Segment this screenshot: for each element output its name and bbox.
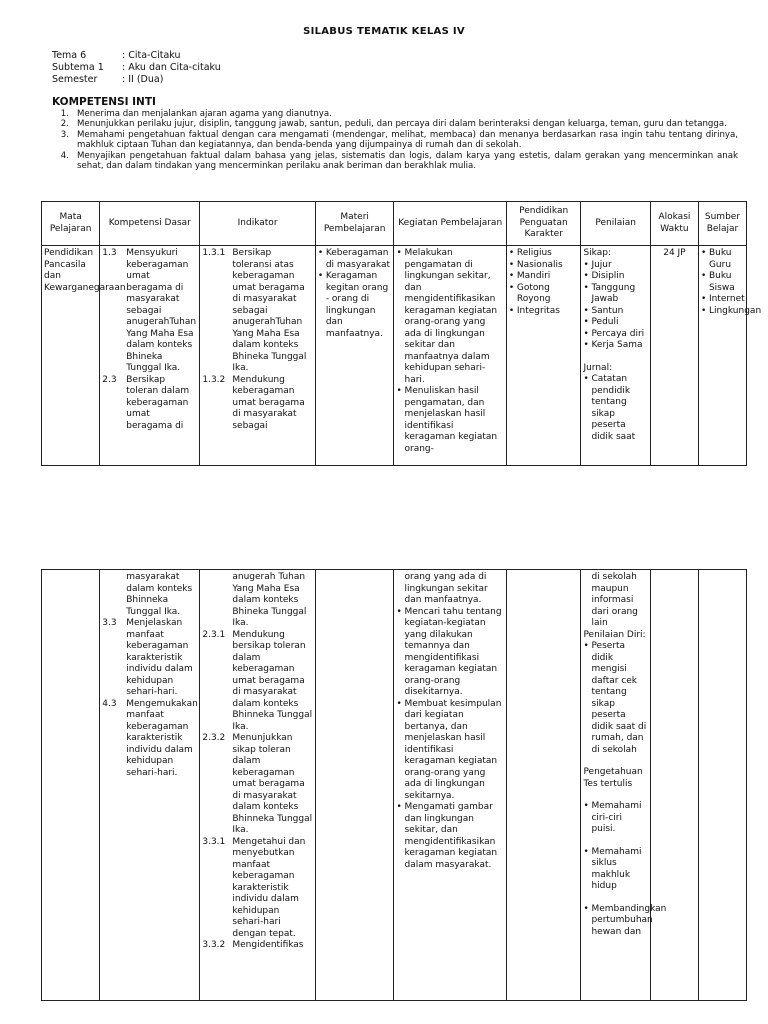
- bullet-icon: •: [396, 248, 402, 258]
- table-row: [42, 570, 747, 1001]
- indikator-entry-number: 3.3.1: [202, 836, 226, 847]
- sumber-item: [701, 271, 744, 294]
- bullet-icon: •: [583, 271, 589, 281]
- meta-label: Subtema 1: [52, 62, 104, 73]
- kd-entry-text: Mengemukakan manfaat keberagaman karakteristik individu dalam kehidupan sehari-hari.: [126, 698, 198, 778]
- materi-item: [318, 271, 392, 340]
- kegiatan-item-text: Melakukan pengamatan di lingkungan sekitar, dan mengidentifikasikan keragaman kegiatan orang-orang yang ada di lingkungan sekitar dan manfaatnya dalam kehidupan sehari-hari.: [404, 248, 498, 385]
- meta-row: [52, 74, 221, 86]
- penilaian-sikap-item: [583, 283, 647, 306]
- spacer: [583, 893, 647, 904]
- penilaian-tes-item-text: Membandingkan pertumbuhan hewan dan: [591, 903, 667, 937]
- kd-entry: [102, 375, 197, 433]
- penilaian-sikap-item: [583, 329, 647, 341]
- table-row: [42, 246, 747, 466]
- penilaian-tes-item: [583, 903, 667, 939]
- ppk-item-text: Integritas: [516, 305, 560, 316]
- kegiatan-item-text: Membuat kesimpulan dari kegiatan bertanya, dan menjelaskan hasil identifikasi keragaman kegiatan orang-orang yang ada di lingkungan sekitarnya.: [404, 698, 502, 801]
- indikator-entry-text: Mengidentifikas: [232, 940, 304, 950]
- bullet-icon: •: [396, 698, 402, 709]
- meta-row: [52, 50, 221, 62]
- kegiatan-item-text: Menuliskan hasil pengamatan, dan menjelaskan hasil identifikasi keragaman kegiatan orang-: [404, 386, 498, 454]
- spacer: [583, 836, 647, 847]
- kegiatan-item: [396, 386, 503, 455]
- indikator-entry-number: 1.3.2: [202, 374, 226, 385]
- kd-entry-number: 2.3: [102, 374, 117, 385]
- bullet-icon: •: [700, 305, 707, 316]
- cell-sumber: [698, 246, 762, 466]
- document-meta: [52, 50, 221, 86]
- indikator-entry-number: 3.3.2: [202, 940, 226, 950]
- spacer: [583, 352, 647, 363]
- header-kompetensi-dasar: Kompetensi Dasar: [100, 202, 200, 246]
- kegiatan-item-text: Mengamati gambar dan lingkungan sekitar, dan mengidentifikasikan keragaman kegiatan dalam masyarakat.: [404, 802, 498, 870]
- ppk-item: [509, 248, 579, 260]
- meta-value: : Cita-Citaku: [122, 50, 181, 61]
- ppk-item-text: Mandiri: [516, 271, 551, 281]
- penilaian-sikap-item-text: Santun: [591, 305, 624, 316]
- meta-value: : II (Dua): [122, 74, 164, 85]
- syllabus-table-part-2: [41, 569, 747, 1001]
- cell-penilaian: [581, 246, 650, 466]
- indikator-entry: [202, 940, 312, 952]
- penilaian-label: Tes tertulis: [583, 778, 633, 789]
- penilaian-tes-item: [583, 801, 647, 836]
- bullet-icon: •: [700, 294, 707, 304]
- bullet-icon: •: [583, 801, 589, 811]
- kd-entry-text: Mensyukuri keberagaman umat beragama di masyarakat sebagai anugerahTuhan Yang Maha Esa dalam konteks Bhineka Tunggal Ika.: [126, 248, 197, 373]
- indikator-entry-number: 2.3.1: [202, 629, 226, 640]
- bullet-icon: •: [317, 271, 324, 281]
- penilaian-label: Penilaian Diri:: [583, 629, 646, 640]
- sumber-item-text: Buku Siswa: [708, 271, 735, 293]
- ppk-item: [509, 260, 579, 272]
- indikator-entry: [202, 837, 312, 941]
- bullet-icon: •: [583, 340, 589, 350]
- penilaian-tes-item: [583, 847, 647, 893]
- bullet-icon: •: [583, 282, 589, 293]
- meta-row: [52, 62, 221, 74]
- penilaian-label: Pengetahuan: [583, 767, 643, 777]
- penilaian-sikap-item-text: Tanggung Jawab: [591, 282, 636, 304]
- penilaian-jurnal-item-text: Catatan pendidik tentang sikap peserta didik saat: [591, 374, 636, 442]
- penilaian-sikap-item-text: Kerja Sama: [591, 340, 643, 350]
- kd-continuation: masyarakat dalam konteks Bhinneka Tunggal Ika.: [126, 572, 193, 617]
- spacer: [583, 756, 647, 767]
- bullet-icon: •: [583, 305, 589, 316]
- header-kegiatan: Kegiatan Pembelajaran: [394, 202, 506, 246]
- penilaian-sikap-item: [583, 340, 647, 352]
- bullet-icon: •: [508, 305, 515, 316]
- header-sumber: Sumber Belajar: [698, 202, 746, 246]
- ki-text: Menerima dan menjalankan ajaran agama yang dianutnya.: [77, 109, 332, 119]
- indikator-entry-number: 2.3.2: [202, 733, 226, 743]
- penilaian-label: Jurnal:: [583, 362, 613, 373]
- sumber-item-text: Buku Guru: [708, 248, 732, 270]
- cell-alokasi: 24 JP: [650, 246, 698, 466]
- bullet-icon: •: [583, 328, 589, 339]
- kegiatan-item-text: Mencari tahu tentang kegiatan-kegiatan yang dilakukan temannya dan mengidentifikasi keragaman kegiatan orang-orang disekitarnya.: [404, 606, 502, 697]
- indikator-entry-text: Bersikap toleransi atas keberagaman umat beragama di masyarakat sebagai anugerahTuhan Yang Maha Esa dalam konteks Bhineka Tunggal Ika.: [232, 248, 307, 373]
- penilaian-sikap-item: [583, 271, 647, 283]
- ki-text: Memahami pengetahuan faktual dengan cara mengamati (mendengar, melihat, membaca) dan menanya berdasarkan rasa ingin tahu tentang dirinya, makhluk ciptaan Tuhan dan kegiatannya, dan benda-benda yang dijumpainya di rumah dan di sekolah.: [77, 129, 738, 151]
- ppk-item-text: Nasionalis: [516, 259, 563, 270]
- ppk-item-text: Gotong Royong: [516, 282, 551, 304]
- header-ppk: Pendidikan Penguatan Karakter: [506, 202, 581, 246]
- cell-kegiatan: [394, 246, 506, 466]
- sumber-item-text: Lingkungan: [708, 305, 762, 316]
- ki-number: 4.: [60, 150, 69, 161]
- bullet-icon: •: [396, 802, 402, 812]
- bullet-icon: •: [396, 606, 402, 617]
- bullet-icon: •: [583, 903, 589, 914]
- cell-kd: [100, 570, 200, 1001]
- cell-indikator: [200, 570, 315, 1001]
- bullet-icon: •: [508, 248, 515, 258]
- cell-indikator: [200, 246, 315, 466]
- cell-ppk: [506, 246, 581, 466]
- cell-mapel: [42, 570, 100, 1001]
- indikator-entry: [202, 630, 312, 734]
- kegiatan-item: [396, 607, 503, 699]
- penilaian-diri-item: [583, 641, 647, 756]
- penilaian-tes-item-text: Memahami siklus makhluk hidup: [591, 846, 642, 891]
- header-penilaian: Penilaian: [581, 202, 650, 246]
- sumber-item: [700, 305, 762, 318]
- materi-item-text: Keberagaman di masyarakat: [325, 248, 391, 270]
- ppk-item-text: Religius: [516, 248, 552, 258]
- cell-mapel: Pendidikan Pancasila dan Kewarganegaraan: [42, 246, 100, 466]
- kd-entry-number: 1.3: [102, 248, 117, 258]
- indikator-entry-number: 1.3.1: [202, 248, 226, 258]
- header-indikator: Indikator: [200, 202, 315, 246]
- penilaian-sikap-item: [583, 317, 647, 329]
- kd-entry-number: 3.3: [102, 618, 117, 628]
- cell-ppk: [506, 570, 581, 1001]
- kd-entry: [102, 699, 197, 780]
- kegiatan-item: [396, 699, 503, 803]
- kompetensi-inti-title: KOMPETENSI INTI: [52, 96, 156, 108]
- penilaian-label: Sikap:: [583, 248, 611, 258]
- sumber-item-text: Internet: [708, 294, 745, 304]
- meta-label: Tema 6: [52, 50, 87, 61]
- penilaian-sikap-item: [583, 306, 647, 318]
- indikator-entry-text: Mendukung bersikap toleran dalam keberagaman umat beragama di masyarakat dalam konteks Bhinneka Tunggal Ika.: [232, 629, 313, 732]
- bullet-icon: •: [583, 641, 589, 651]
- kd-entry-text: Bersikap toleran dalam keberagaman umat beragama di: [126, 374, 190, 431]
- bullet-icon: •: [700, 271, 707, 281]
- cell-materi: [315, 246, 394, 466]
- bullet-icon: •: [583, 317, 589, 327]
- header-alokasi: Alokasi Waktu: [650, 202, 698, 246]
- bullet-icon: •: [508, 282, 515, 293]
- kd-entry-text: Menjelaskan manfaat keberagaman karakteristik individu dalam kehidupan sehari-hari.: [126, 618, 193, 697]
- materi-item-text: Keragaman kegitan orang - orang di lingkungan dan manfaatnya.: [325, 271, 389, 339]
- spacer: [583, 790, 647, 801]
- cell-kd: [100, 246, 200, 466]
- bullet-icon: •: [396, 386, 402, 396]
- page-title: SILABUS TEMATIK KELAS IV: [303, 26, 465, 37]
- kd-entry: [102, 248, 197, 375]
- ki-number: 2.: [60, 119, 69, 130]
- meta-label: Semester: [52, 74, 98, 85]
- materi-item: [318, 248, 392, 271]
- penilaian-sikap-item-text: Percaya diri: [591, 328, 645, 339]
- penilaian-diri-item-text: Peserta didik mengisi daftar cek tentang sikap peserta didik saat di rumah, dan di sekolah: [591, 641, 647, 755]
- bullet-icon: •: [583, 846, 589, 857]
- bullet-icon: •: [508, 271, 515, 281]
- bullet-icon: •: [700, 248, 707, 258]
- ki-text: Menyajikan pengetahuan faktual dalam bahasa yang jelas, sistematis dan logis, dalam karya yang estetis, dalam gerakan yang mencerminkan anak sehat, dan dalam tindakan yang mencerminkan perilaku anak beriman dan berakhlak mulia.: [77, 150, 738, 172]
- kegiatan-continuation: orang yang ada di lingkungan sekitar dan manfaatnya.: [404, 572, 488, 605]
- ki-item: [52, 151, 738, 172]
- indikator-continuation: anugerah Tuhan Yang Maha Esa dalam konteks Bhineka Tunggal Ika.: [232, 572, 307, 628]
- penilaian-tes-item-text: Memahami ciri-ciri puisi.: [591, 801, 642, 834]
- bullet-icon: •: [508, 259, 515, 270]
- ki-item: [52, 109, 738, 119]
- penilaian-sikap-item-text: Disiplin: [591, 271, 625, 281]
- syllabus-table-part-1: [41, 201, 762, 466]
- sumber-item: [701, 294, 744, 306]
- ki-number: 3.: [60, 129, 69, 140]
- kegiatan-item: [396, 802, 503, 871]
- kompetensi-inti-list: [52, 109, 738, 171]
- ppk-item: [509, 283, 579, 306]
- cell-kegiatan: [394, 570, 506, 1001]
- indikator-entry: [202, 733, 312, 837]
- cell-sumber: [698, 570, 746, 1001]
- indikator-entry: [202, 248, 312, 375]
- ki-number: 1.: [60, 109, 69, 119]
- ppk-item: [509, 306, 579, 318]
- kd-entry-number: 4.3: [102, 698, 117, 709]
- bullet-icon: •: [317, 248, 324, 258]
- penilaian-jurnal-item: [583, 374, 647, 443]
- penilaian-sikap-item: [583, 260, 647, 272]
- sumber-item: [701, 248, 744, 271]
- cell-materi: [315, 570, 394, 1001]
- indikator-entry-text: Menunjukkan sikap toleran dalam keberagaman umat beragama di masyarakat dalam konteks Bhinneka Tunggal Ika.: [232, 733, 313, 835]
- indikator-entry-text: Mengetahui dan menyebutkan manfaat keberagaman karakteristik individu dalam kehidupan sehari-hari dengan tepat.: [232, 836, 306, 939]
- header-materi: Materi Pembelajaran: [315, 202, 394, 246]
- ppk-item: [509, 271, 579, 283]
- kd-entry: [102, 618, 197, 699]
- indikator-entry-text: Mendukung keberagaman umat beragama di masyarakat sebagai: [232, 374, 305, 431]
- header-mata-pelajaran: Mata Pelajaran: [42, 202, 100, 246]
- bullet-icon: •: [583, 259, 589, 270]
- penilaian-sikap-item-text: Jujur: [591, 259, 612, 270]
- ki-item: [52, 119, 738, 129]
- kegiatan-item: [396, 248, 503, 386]
- ki-text: Menunjukkan perilaku jujur, disiplin, tanggung jawab, santun, peduli, dan percaya diri dalam berinteraksi dengan keluarga, teman, guru dan tetangga.: [77, 119, 727, 130]
- bullet-icon: •: [583, 374, 589, 384]
- ki-item: [52, 130, 738, 151]
- cell-penilaian: [581, 570, 667, 1001]
- penilaian-continuation: di sekolah maupun informasi dari orang lain: [591, 572, 638, 628]
- indikator-entry: [202, 375, 312, 433]
- penilaian-sikap-item-text: Peduli: [591, 317, 619, 327]
- meta-value: : Aku dan Cita-citaku: [122, 62, 221, 73]
